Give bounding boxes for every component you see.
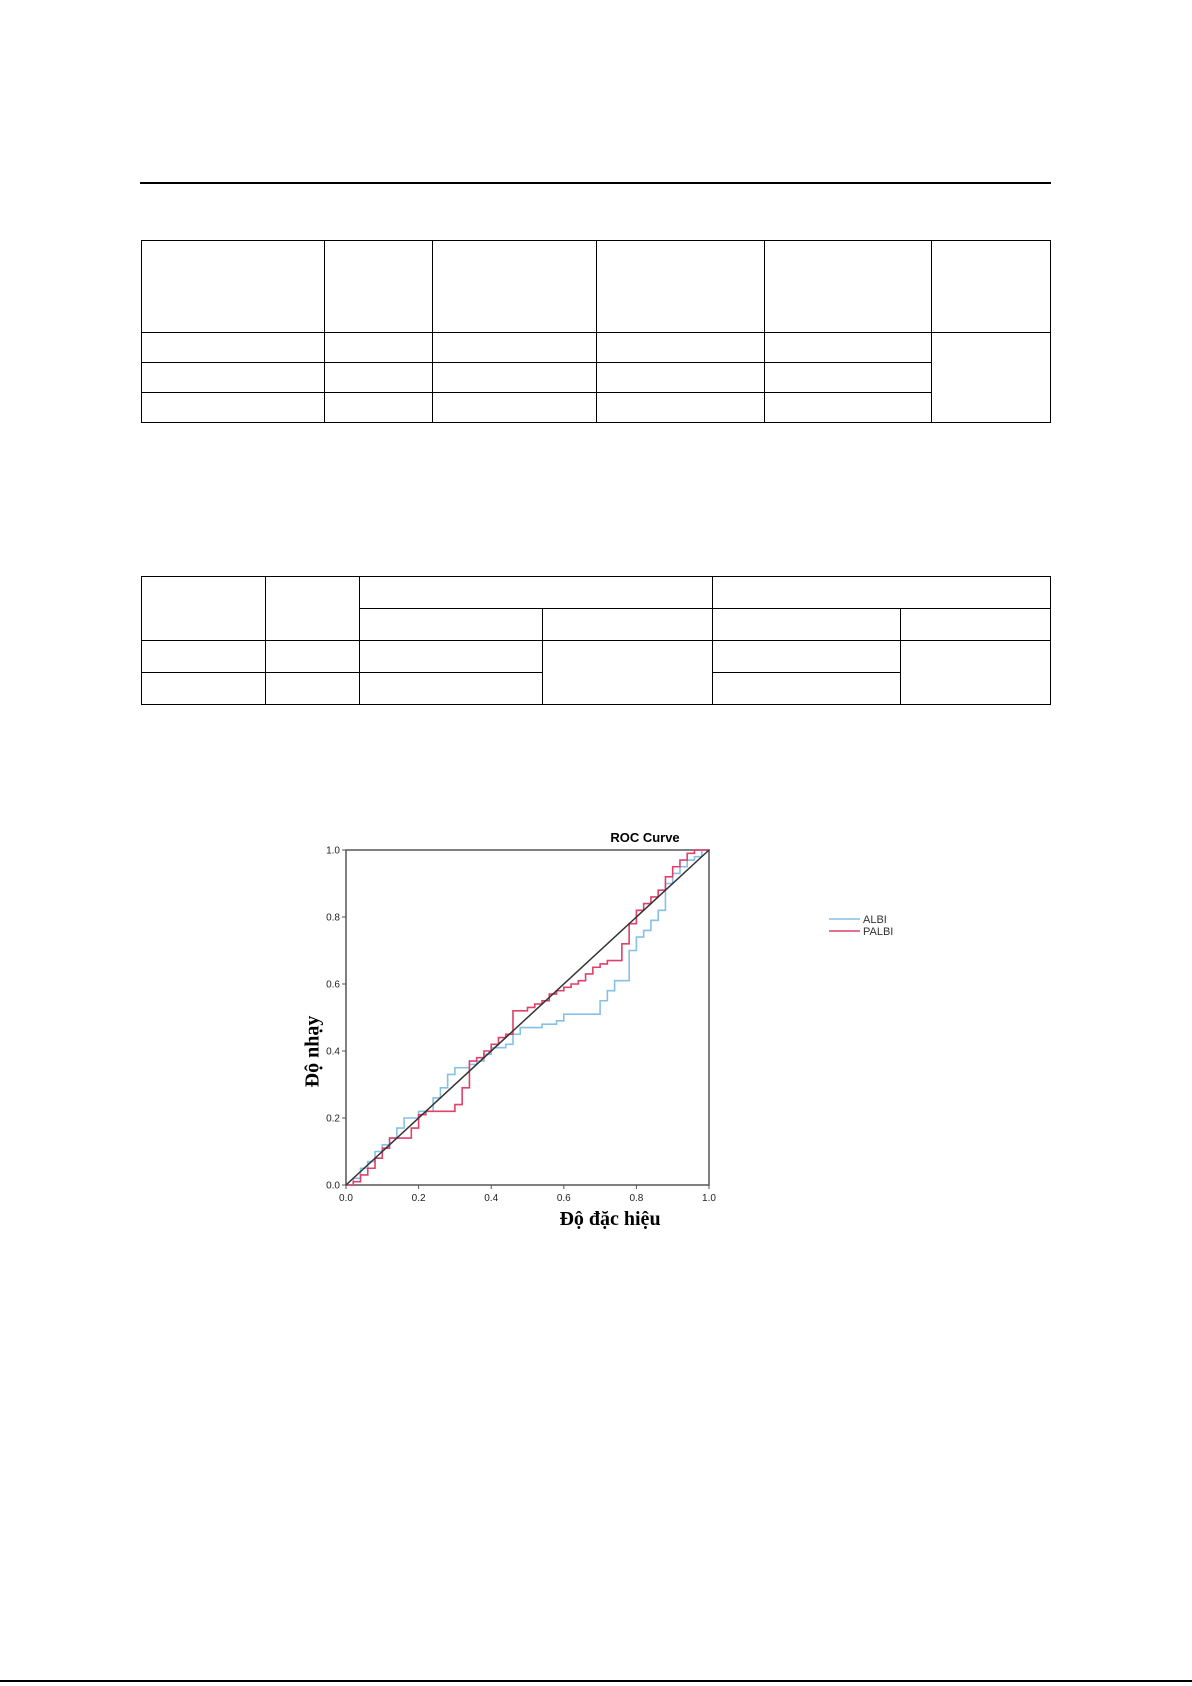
table-cell-merged xyxy=(901,641,1051,705)
x-tick-label: 0.0 xyxy=(339,1193,353,1204)
table-cell xyxy=(765,393,932,423)
y-axis-title: Độ nhạy xyxy=(301,1015,324,1088)
table-row xyxy=(142,393,1051,423)
y-tick-label: 0.6 xyxy=(326,979,340,991)
table-cell xyxy=(360,609,543,641)
x-tick-label: 1.0 xyxy=(702,1193,716,1204)
table-cell xyxy=(266,673,360,705)
y-tick-label: 0.8 xyxy=(326,912,340,924)
y-tick-label: 1.0 xyxy=(326,845,340,857)
table-group-header xyxy=(713,577,1051,609)
table-cell xyxy=(765,333,932,363)
table-1 xyxy=(141,240,1051,423)
table-cell xyxy=(597,393,765,423)
table-2-header-row xyxy=(142,577,1051,609)
table-row xyxy=(142,333,1051,363)
table-cell xyxy=(901,609,1051,641)
table-cell xyxy=(142,363,325,393)
table-1-header-row xyxy=(142,241,1051,333)
table-row xyxy=(142,363,1051,393)
table-cell xyxy=(142,241,325,333)
x-tick-label: 0.6 xyxy=(556,1193,571,1204)
x-tick-label: 0.8 xyxy=(629,1193,644,1204)
table-cell xyxy=(713,673,901,705)
table-cell xyxy=(142,333,325,363)
table-cell xyxy=(713,641,901,673)
table-cell xyxy=(597,241,765,333)
table-cell xyxy=(325,393,433,423)
table-cell-merged xyxy=(266,577,360,641)
table-2 xyxy=(141,576,1051,705)
roc-plot-svg xyxy=(285,830,915,1240)
x-tick-label: 0.2 xyxy=(411,1193,426,1204)
table-cell xyxy=(360,641,543,673)
table-cell xyxy=(433,333,597,363)
table-cell xyxy=(266,641,360,673)
table-cell xyxy=(543,609,713,641)
table-cell xyxy=(433,241,597,333)
table-row xyxy=(142,641,1051,673)
y-tick-label: 0.2 xyxy=(326,1113,340,1125)
table-cell xyxy=(932,241,1051,333)
table-cell xyxy=(325,241,433,333)
table-cell xyxy=(433,363,597,393)
table-cell xyxy=(360,673,543,705)
table-cell xyxy=(142,641,266,673)
table-cell xyxy=(597,363,765,393)
table-cell xyxy=(325,363,433,393)
roc-chart xyxy=(285,830,915,1240)
header-rule xyxy=(140,182,1051,184)
legend-label-palbi: PALBI xyxy=(863,926,894,938)
series-line-reference xyxy=(346,850,709,1185)
table-cell xyxy=(142,673,266,705)
table-cell xyxy=(765,363,932,393)
table-cell-merged xyxy=(932,333,1051,423)
x-tick-label: 0.4 xyxy=(484,1193,499,1204)
chart-title: ROC Curve xyxy=(610,830,680,845)
table-cell xyxy=(433,393,597,423)
table-cell xyxy=(713,609,901,641)
table-cell-merged xyxy=(543,641,713,705)
y-tick-label: 0.0 xyxy=(326,1180,340,1192)
table-cell-merged xyxy=(142,577,266,641)
x-axis-title: Độ đặc hiệu xyxy=(559,1208,661,1230)
table-cell xyxy=(765,241,932,333)
table-cell xyxy=(325,333,433,363)
y-tick-label: 0.4 xyxy=(326,1046,340,1058)
table-cell xyxy=(597,333,765,363)
table-group-header xyxy=(360,577,713,609)
legend-label-albi: ALBI xyxy=(863,914,887,926)
footer-rule xyxy=(0,1680,1192,1682)
table-cell xyxy=(142,393,325,423)
